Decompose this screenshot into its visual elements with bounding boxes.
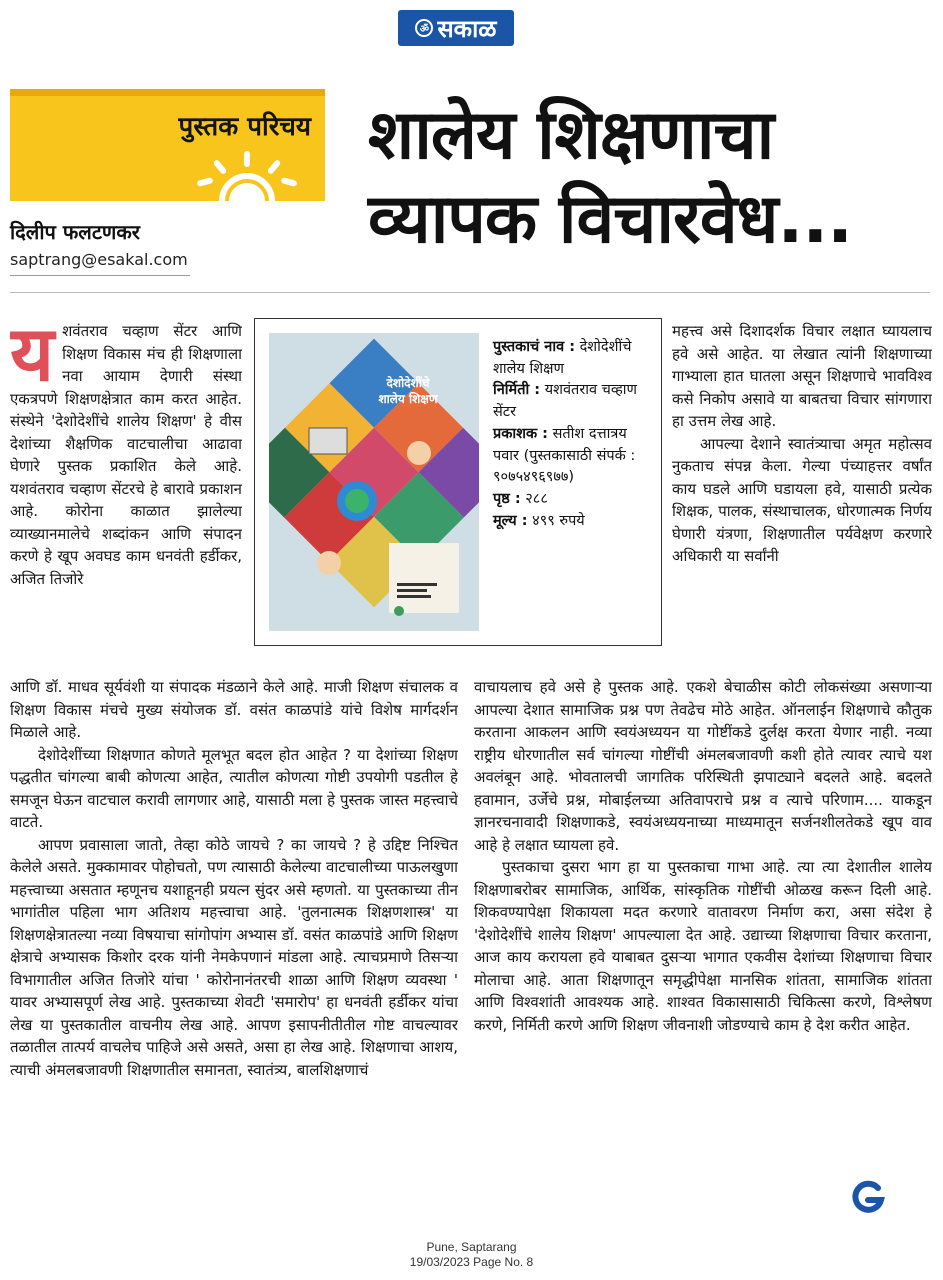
sakal-emblem-icon: ॐ <box>415 19 433 37</box>
headline-line-1: शालेय शिक्षणाचा <box>368 96 774 175</box>
sun-icon <box>187 151 307 201</box>
paragraph: पुस्तकाचा दुसरा भाग हा या पुस्तकाचा गाभा आहे. त्या त्या देशातील शालेय शिक्षणाबरोबर सामाजिक, आर्थिक, सांस्कृतिक गोष्टींची ओळख करून दिली आहे. शिकवण्यापेक्षा शिकायला मदत करणारे वातावरण निर्माण करा, असा संदेश हे 'देशोदेशींचे शालेय शिक्षण' आपल्याला देत आहे. उद्याच्या शिक्षणाचा विचार करताना, आज काय करायला हवे याबाबत दुसऱ्या भागात एकवीस देशांच्या शिक्षणाचा विचार मोलाचा आहे. आता शिक्षणातून समृद्धीपेक्षा मानसिक शांतता, सामाजिक शांतता आणि विश्वशांती आवश्यक आहे. शाश्वत विकासासाठी चिकित्सा करणे, विश्लेषण करणे, निर्मिती करणे आणि शिक्षण जीवनाशी जोडण्याचे काम हे देश करीत आहेत. <box>474 858 932 1034</box>
article-column-left-bottom <box>10 676 458 1204</box>
headline <box>368 94 928 262</box>
book-name-value: देशोदेशींचे शालेय शिक्षण <box>493 339 632 377</box>
book-info-box <box>254 318 662 646</box>
book-producer-label: निर्मिती : <box>493 382 541 399</box>
book-price-label: मूल्य : <box>493 512 528 529</box>
section-topbar <box>10 89 325 96</box>
section-label-box <box>10 89 325 201</box>
masthead-name: सकाळ <box>437 13 497 43</box>
book-publisher-label: प्रकाशक : <box>493 425 548 442</box>
book-name-label: पुस्तकाचं नाव : <box>493 339 575 355</box>
book-price-value: ४९९ रुपये <box>532 512 585 529</box>
masthead-logo <box>398 10 514 46</box>
book-producer-value: यशवंतराव चव्हाण सेंटर <box>493 382 638 421</box>
headline-line-2: व्यापक विचारवेध... <box>368 180 852 259</box>
footer-edition: Pune, Saptarang <box>426 1240 517 1254</box>
book-price-row <box>493 511 655 533</box>
paragraph: वाचायलाच हवे असे हे पुस्तक आहे. एकशे बेचाळीस कोटी लोकसंख्या असणाऱ्या आपल्या देशात सामाजिक प्रश्न पण तेवढेच मोठे आहेत. ऑनलाईन शिक्षणाचे कौतुक करताना आकलन आणि स्वयंअध्ययन या गोष्टींकडे दुर्लक्ष करता येणार नाही. नव्या राष्ट्रीय धोरणातील सर्व चांगल्या गोष्टींची अंमलबजावणी कशी होते त्यावर त्याचे यश अवलंबून आहे. भोवतालची जागतिक परिस्थिती झपाट्याने बदलते आहे. बदलते हवामान, उर्जेचे प्रश्न, मोबाईलच्या अतिवापराचे प्रश्न व त्याचे परिणाम.... याकडून ज्ञानरचनावादी शिक्षणाकडे, स्वयंअध्ययनाच्या माध्यमातून सर्जनशीलतेकडे खूप वाव आहे हे लक्षात घ्यायला हवे. <box>474 678 932 854</box>
author-email[interactable]: saptrang@esakal.com <box>10 250 188 269</box>
book-name-row <box>493 337 655 380</box>
book-cover-title-line-2: शालेय शिक्षण <box>378 392 438 406</box>
book-cover-title-line-1: देशोदेशींचे <box>386 376 430 390</box>
article-column-left-top <box>10 320 242 676</box>
book-contact: (पुस्तकासाठी संपर्क : ९०७५४९६९७७) <box>493 447 636 486</box>
book-cover-title <box>353 375 463 407</box>
end-mark-icon <box>850 1180 886 1216</box>
book-pages-value: २८८ <box>525 490 548 507</box>
paragraph: देशोदेशींच्या शिक्षणात कोणते मूलभूत बदल होत आहेत ? या देशांच्या शिक्षण पद्धतीत चांगल्या बाबी कोणत्या आहेत, त्यातील कोणत्या गोष्टी उपयोगी पडतील हे समजून घेऊन वाटचाल करावी लागणार आहे, यासाठी मला हे पुस्तक जास्त महत्त्वाचे वाटते. <box>10 745 458 831</box>
paragraph: महत्त्व असे दिशादर्शक विचार लक्षात घ्यायलाच हवे असे आहेत. या लेखात त्यांनी शिक्षणाच्या गाभ्याला हात घातला असून शिक्षणाचे भावविश्व कसे निकोप असावे या बाबतचा विचार सांगणारा हा उत्तम लेख आहे. <box>672 322 932 430</box>
article-column-right-bottom <box>474 676 932 1204</box>
paragraph: आणि डॉ. माधव सूर्यवंशी या संपादक मंडळाने केले आहे. माजी शिक्षण संचालक व शिक्षण विकास मंचचे मुख्य संयोजक डॉ. वसंत काळपांडे यांचे विशेष मार्गदर्शन मिळाले आहे. <box>10 678 458 741</box>
book-publisher-row <box>493 424 655 489</box>
section-label: पुस्तक परिचय <box>178 112 311 142</box>
paragraph: आपण प्रवासाला जातो, तेव्हा कोठे जायचे ? का जायचे ? हे उद्दिष्ट निश्चित केलेले असते. मुक्कामावर पोहोचतो, पण त्यासाठी केलेल्या वाटचालीच्या पाऊलखुणा महत्त्वाच्या असतात म्हणूनच यशाहूनही प्रयत्न सुंदर असे म्हणतो. या पुस्तकाच्या तीन भागांतील पहिला भाग अतिशय महत्त्वाचा आहे. 'तुलनात्मक शिक्षणशास्त्र' या शिक्षणक्षेत्रातल्या नव्या विषयाचा सांगोपांग अभ्यास डॉ. वसंत काळपांडे आणि शिक्षण क्षेत्राचे अभ्यासक किशोर दरक यांनी नेमकेपणानं मांडला आहे. त्याचप्रमाणे तिसऱ्या विभागातील अजित तिजोरे यांचा ' कोरोनानंतरची शाळा आणि शिक्षण व्यवस्था ' यावर अभ्यासपूर्ण लेख आहे. पुस्तकाच्या शेवटी 'समारोप' हा धनवंती हर्डीकर यांचा लेख या पुस्तकातील वाचनीय लेख आहे. आपण इसापनीतीतील गोष्ट वाचल्यावर तळातील तात्पर्य वाचलेच पाहिजे असे असते, असा हा लेख आहे. शिक्षणाचा आशय, त्याची अंमलबजावणी शिक्षणातील समानता, स्वातंत्र्य, बालशिक्षणाचं <box>10 835 458 1079</box>
book-details <box>493 337 655 532</box>
article-column-right-top <box>672 320 932 676</box>
author-name: दिलीप फलटणकर <box>10 220 140 244</box>
book-publisher-value: सतीश दत्तात्रय पवार <box>493 425 627 464</box>
paragraph: आपल्या देशाने स्वातंत्र्याचा अमृत महोत्सव नुकताच संपन्न केला. गेल्या पंच्याहत्तर वर्षांत काय घडले आणि घडायला हवे, यासाठी प्रत्येक शिक्षक, पालक, संस्थाचालक, धोरणात्मक निर्णय घेणारी यंत्रणा, शिक्षणातील पर्यवेक्षण करणारे अधिकारी या सर्वांनी <box>672 434 932 565</box>
byline-rule <box>10 275 190 276</box>
footer-date-page: 19/03/2023 Page No. 8 <box>409 1255 534 1269</box>
dropcap: य <box>10 320 55 398</box>
book-pages-label: पृष्ठ : <box>493 490 521 507</box>
article-intro: शवंतराव चव्हाण सेंटर आणि शिक्षण विकास मंच ही शिक्षणाला नवा आयाम देणारी संस्था एकत्रपणे शिक्षणक्षेत्रात काम करत आहेत. संस्थेने 'देशोदेशींचे शालेय शिक्षण' हे वीस देशांच्या शैक्षणिक वाटचालीचा आढावा घेणारे पुस्तक प्रकाशित केले आहे. यशवंतराव चव्हाण सेंटरचे हे बारावे प्रकाशन आहे. कोरोना काळात झालेल्या व्याख्यानमालेचे शब्दांकन आणि संपादन करणे हे खूप अवघड काम धनवंती हर्डीकर, अजित तिजोरे <box>10 322 242 588</box>
book-pages-row <box>493 489 655 511</box>
book-producer-row <box>493 380 655 423</box>
book-cover <box>269 333 479 631</box>
header-divider <box>10 292 930 293</box>
